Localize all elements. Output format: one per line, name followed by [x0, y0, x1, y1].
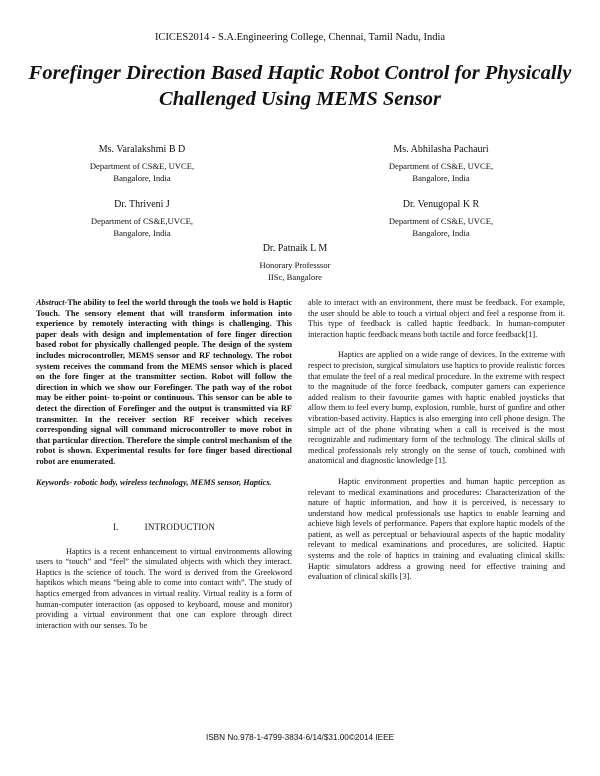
author-block [62, 198, 222, 239]
body-paragraph: Haptics is a recent enhancement to virtual environments allowing users to “touch” and “feel” the simulated objects with which they interact. Haptics is the science of touch. The word is derived from the Greekword haptikos which means “being able to come into contact with”. The study of haptics emerged from advances in virtual reality. Virtual reality is a form of human-computer interaction (as opposed to keyboard, mouse and monitor) providing a virtual environment that one can explore through direct interaction with our senses. To be [36, 546, 292, 630]
author-name: Ms. Abhilasha Pachauri [393, 144, 489, 155]
left-column [36, 298, 292, 641]
author-affiliation: Department of CS&E,UVCE, [90, 216, 194, 226]
abstract-text: The ability to feel the world through the tools we hold is Haptic Touch. The sensory element that will transform information into experience by remotely interacting with things is challenging. This paper deals with design and implementation of fore finger direction based robot for physically challenged people. The design of the system includes microcontroller, MEMS sensor and RF technology. The robot system receives the command from the MEMS sensor which is placed on the fore finger at the transmitter section. Robot will follow the direction in which we show our Forefinger. The path way of the robot may be either point- to-point or continuous. This sensor can be able to detect the direction of Forefinger and the output is transmitted via RF transmitter. In the receiver section RF receiver which receives corresponding signal will command microcontroller to move robot in that particular direction. Therefore the simple control mechanism of the robot is shown. Experimental results for fore finger based directional robot are enumerated. [36, 298, 292, 466]
author-name: Dr. Venugopal K R [402, 199, 480, 210]
author-block [215, 242, 375, 283]
keywords: Keywords- robotic body, wireless technology, MEMS sensor, Haptics. [36, 477, 272, 487]
abstract-lead: Abstract- [36, 298, 68, 307]
author-name: Dr. Thriveni J [114, 199, 170, 210]
author-location: Bangalore, India [113, 228, 171, 238]
author-affiliation: Honorary Professsor [259, 260, 331, 270]
author-location: Bangalore, India [113, 173, 171, 183]
author-block [62, 143, 222, 184]
section-number: I. [112, 522, 119, 533]
author-affiliation: Department of CS&E, UVCE, [89, 161, 195, 171]
author-affiliation: Department of CS&E, UVCE, [388, 161, 494, 171]
body-paragraph: Haptics are applied on a wide range of devices. In the extreme with respect to precision, surgical simulators use haptics to provide realistic forces that emulate the feel of a real medical procedure. In the extreme with respect to the magnitude of the force feedback, computer gamers can experience added realism to their favourite games with haptic enabled joysticks that allow them to feel every bump, explosion, rumble, burst of gunfire and other vibration-based activity. Haptics is also emerging into cell phone design. The simple act of the phone vibrating when a call is received is the most recognizable and rudimentary form of the technology. The clinical skills of medical professionals rely strongly on the sense of touch, combined with anatomical and diagnostic knowledge [1]. [308, 350, 565, 466]
author-location: Bangalore, India [412, 173, 470, 183]
body-paragraph: Haptic environment properties and human haptic perception as relevant to medical examinations and procedures: Characterization of the nature of haptic information, and how it is perceived, is necessary to understand how medical professionals use haptics to enable learning and achieve high levels of performance. Papers that explore haptic models of the patient, as well as perceptual or behavioural aspects of the haptic modality relevant to medical examinations and procedures, are solicited. Haptic systems and the role of haptics in training and evaluating clinical skills: Haptic simulators address a growing need for effective training and evaluation of clinical skills [3]. [308, 476, 565, 582]
body-paragraph: able to interact with an environment, there must be feedback. For example, the user should be able to touch a virtual object and feel a response from it. This type of feedback is called haptic feedback. In human-computer interaction haptic feedback means both tactile and force feedback[1]. [308, 298, 565, 339]
author-name: Ms. Varalakshmi B D [98, 144, 186, 155]
paper-title: Forefinger Direction Based Haptic Robot Control for Physically Challenged Using MEMS Sensor [28, 62, 572, 110]
author-name: Dr. Patnaik L M [262, 243, 328, 254]
conference-header: ICICES2014 - S.A.Engineering College, Chennai, Tamil Nadu, India [154, 32, 446, 43]
section-heading [36, 522, 292, 533]
abstract [36, 298, 292, 468]
right-column [308, 298, 565, 593]
author-location: IISc, Bangalore [268, 272, 322, 282]
section-title: INTRODUCTION [144, 522, 216, 533]
isbn-footer: ISBN No.978-1-4799-3834-6/14/$31.00©2014 IEEE [205, 733, 395, 742]
author-affiliation: Department of CS&E, UVCE, [388, 216, 494, 226]
author-location: Bangalore, India [412, 228, 470, 238]
author-block [361, 143, 521, 184]
author-block [361, 198, 521, 239]
